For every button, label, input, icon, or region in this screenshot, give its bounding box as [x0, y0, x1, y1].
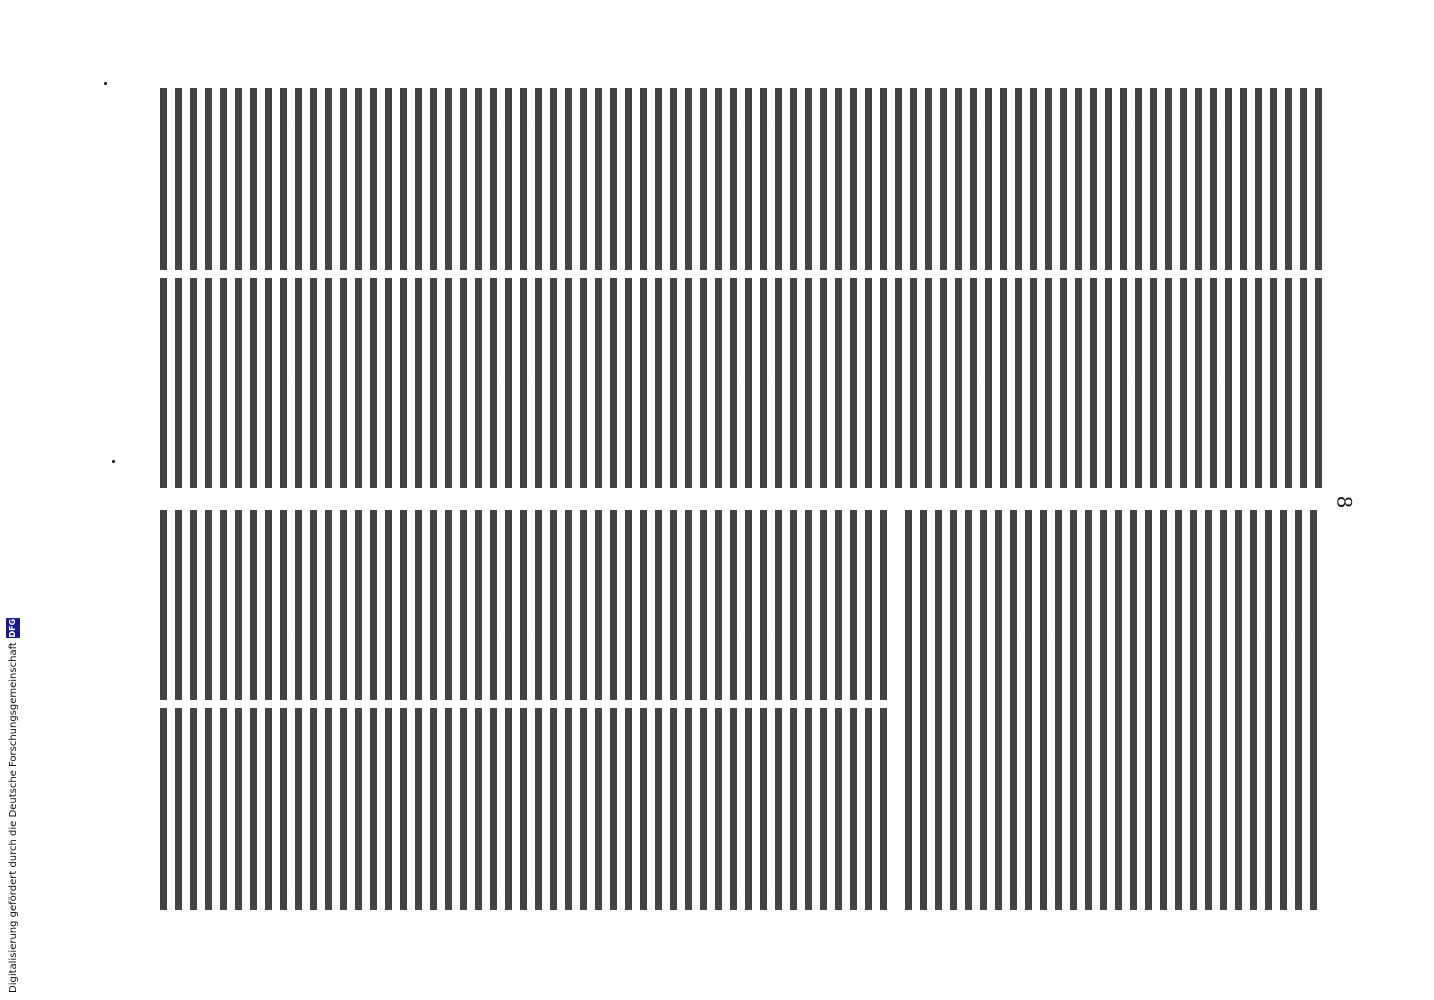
paragraph-gap — [155, 270, 1330, 278]
text-column-lower-left — [160, 510, 890, 910]
digitization-credit-text: Digitalisierung gefördert durch die Deutsche Forschungsgemeinschaft — [7, 642, 19, 993]
digitization-credit — [6, 618, 20, 993]
dfg-logo-icon: DFG — [6, 618, 20, 638]
text-column-upper — [160, 88, 1322, 488]
page-number: 8 — [1332, 495, 1357, 509]
scan-speck — [112, 460, 115, 463]
text-column-lower-right — [905, 510, 1322, 910]
paragraph-gap — [155, 700, 895, 708]
scan-speck — [104, 82, 107, 85]
